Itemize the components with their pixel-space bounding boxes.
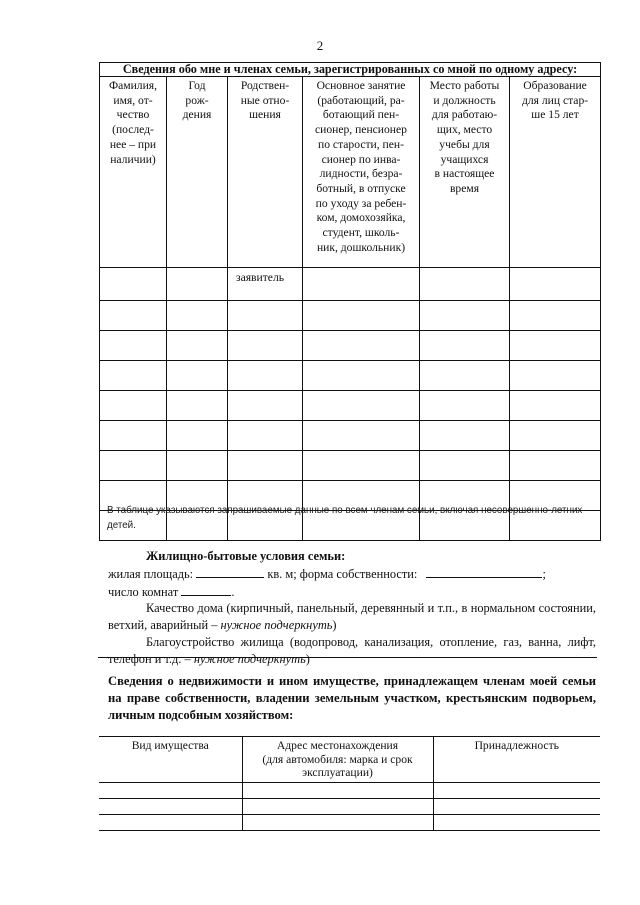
cell-input[interactable] <box>420 391 510 421</box>
cell-input[interactable] <box>100 268 167 301</box>
family-table-title: Сведения обо мне и членах семьи, зарегистрированных со мной по одному адресу: <box>100 63 601 77</box>
underline-note: – нужное подчеркнуть <box>211 618 333 633</box>
col-header-relationship: Родствен- ные отно- шения <box>228 77 303 268</box>
cell-input[interactable] <box>303 451 420 481</box>
table-row <box>100 331 601 361</box>
cell-input[interactable] <box>420 361 510 391</box>
area-unit: кв. м; форма собственности: <box>267 566 418 581</box>
page-number: 2 <box>316 38 324 53</box>
col-header-workplace: Место работы и должность для работаю- щих, место учебы для учащихся в настоящее время <box>420 77 510 268</box>
table-row <box>100 451 601 481</box>
area-field[interactable] <box>196 565 264 578</box>
cell-input[interactable] <box>228 331 303 361</box>
cell-input[interactable] <box>303 301 420 331</box>
cell-input[interactable] <box>510 391 601 421</box>
cell-input[interactable] <box>303 268 420 301</box>
cell-input[interactable] <box>100 451 167 481</box>
rooms-line <box>108 583 596 601</box>
cell-input[interactable] <box>303 361 420 391</box>
table-row <box>99 815 600 831</box>
cell-input[interactable] <box>99 783 242 799</box>
cell-input[interactable] <box>167 331 228 361</box>
cell-input[interactable] <box>242 783 433 799</box>
cell-input[interactable] <box>303 421 420 451</box>
cell-input[interactable] <box>100 391 167 421</box>
cell-input[interactable] <box>167 301 228 331</box>
cell-input[interactable] <box>100 301 167 331</box>
ownership-field[interactable] <box>426 565 542 578</box>
cell-input[interactable] <box>228 361 303 391</box>
cell-input[interactable] <box>228 391 303 421</box>
cell-input[interactable] <box>99 815 242 831</box>
col-header-main-occupation: Основное занятие (работающий, ра- ботающий пен- сионер, пенсионер по старости, пен- сионер по инва- лидности, безра- ботный, в отпуске по уходу за ребен- ком, домохозяйка, студент, школь- ник, дошкольник) <box>303 77 420 268</box>
cell-input[interactable] <box>420 331 510 361</box>
amenities-text: Благоустройство жилища (водопровод, канализация, отопление, газ, ванна, лифт, телефон и т.д. – нужное подчеркнуть) <box>108 634 596 666</box>
underline-note: – нужное подчеркнуть <box>184 651 306 666</box>
cell-input[interactable] <box>242 799 433 815</box>
applicant-cell: заявитель <box>228 268 303 301</box>
table-row <box>99 783 600 799</box>
house-quality-text: Качество дома (кирпичный, панельный, деревянный и т.п., в нормальном состоянии, ветхий, аварийный – нужное подчеркнуть) <box>108 601 596 633</box>
living-conditions-section <box>108 548 596 668</box>
cell-input[interactable] <box>433 783 600 799</box>
cell-input[interactable] <box>420 451 510 481</box>
table-row <box>100 421 601 451</box>
cell-input[interactable] <box>100 421 167 451</box>
cell-input[interactable] <box>510 268 601 301</box>
col-header-property-address: Адрес местонахождения (для автомобиля: марка и срок эксплуатации) <box>242 737 433 783</box>
table-row <box>100 268 601 301</box>
table-row <box>99 799 600 815</box>
rooms-period: . <box>231 584 235 599</box>
cell-input[interactable] <box>167 361 228 391</box>
rooms-label: число комнат <box>108 584 179 599</box>
semicolon: ; <box>542 566 546 581</box>
cell-input[interactable] <box>228 421 303 451</box>
cell-input[interactable] <box>420 301 510 331</box>
cell-input[interactable] <box>99 799 242 815</box>
family-members-table <box>99 62 601 541</box>
col-header-full-name: Фамилия, имя, от- чество (послед- нее – при наличии) <box>100 77 167 268</box>
cell-input[interactable] <box>167 451 228 481</box>
cell-input[interactable] <box>433 799 600 815</box>
rooms-field[interactable] <box>181 583 231 596</box>
cell-input[interactable] <box>303 391 420 421</box>
cell-input[interactable] <box>228 451 303 481</box>
table-row <box>100 391 601 421</box>
property-heading: Сведения о недвижимости и ином имуществе, принадлежащем членам моей семьи на праве собственности, владении земельным участком, крестьянским подворьем, личным подсобным хозяйством: <box>108 674 596 722</box>
cell-input[interactable] <box>228 301 303 331</box>
cell-input[interactable] <box>242 815 433 831</box>
cell-input[interactable] <box>510 421 601 451</box>
cell-input[interactable] <box>510 451 601 481</box>
living-conditions-heading: Жилищно-бытовые условия семьи: <box>146 549 346 563</box>
table-footnote: В таблице указываются запрашиваемые данные по всем членам семьи, включая несовершенно-летних детей. <box>107 505 583 531</box>
property-table <box>99 736 600 831</box>
area-line <box>108 565 596 583</box>
cell-input[interactable] <box>420 421 510 451</box>
cell-input[interactable] <box>433 815 600 831</box>
col-header-property-type: Вид имущества <box>99 737 242 783</box>
cell-input[interactable] <box>510 301 601 331</box>
area-label: жилая площадь: <box>108 566 194 581</box>
table-row <box>100 361 601 391</box>
cell-input[interactable] <box>167 421 228 451</box>
cell-input[interactable] <box>100 361 167 391</box>
cell-input[interactable] <box>167 268 228 301</box>
col-header-birth-year: Год рож- дения <box>167 77 228 268</box>
cell-input[interactable] <box>510 331 601 361</box>
section-divider <box>98 657 597 658</box>
cell-input[interactable] <box>100 331 167 361</box>
cell-input[interactable] <box>510 361 601 391</box>
cell-input[interactable] <box>167 391 228 421</box>
col-header-ownership: Принадлежность <box>433 737 600 783</box>
cell-input[interactable] <box>303 331 420 361</box>
cell-input[interactable] <box>420 268 510 301</box>
col-header-education: Образование для лиц стар- ше 15 лет <box>510 77 601 268</box>
table-row <box>100 301 601 331</box>
